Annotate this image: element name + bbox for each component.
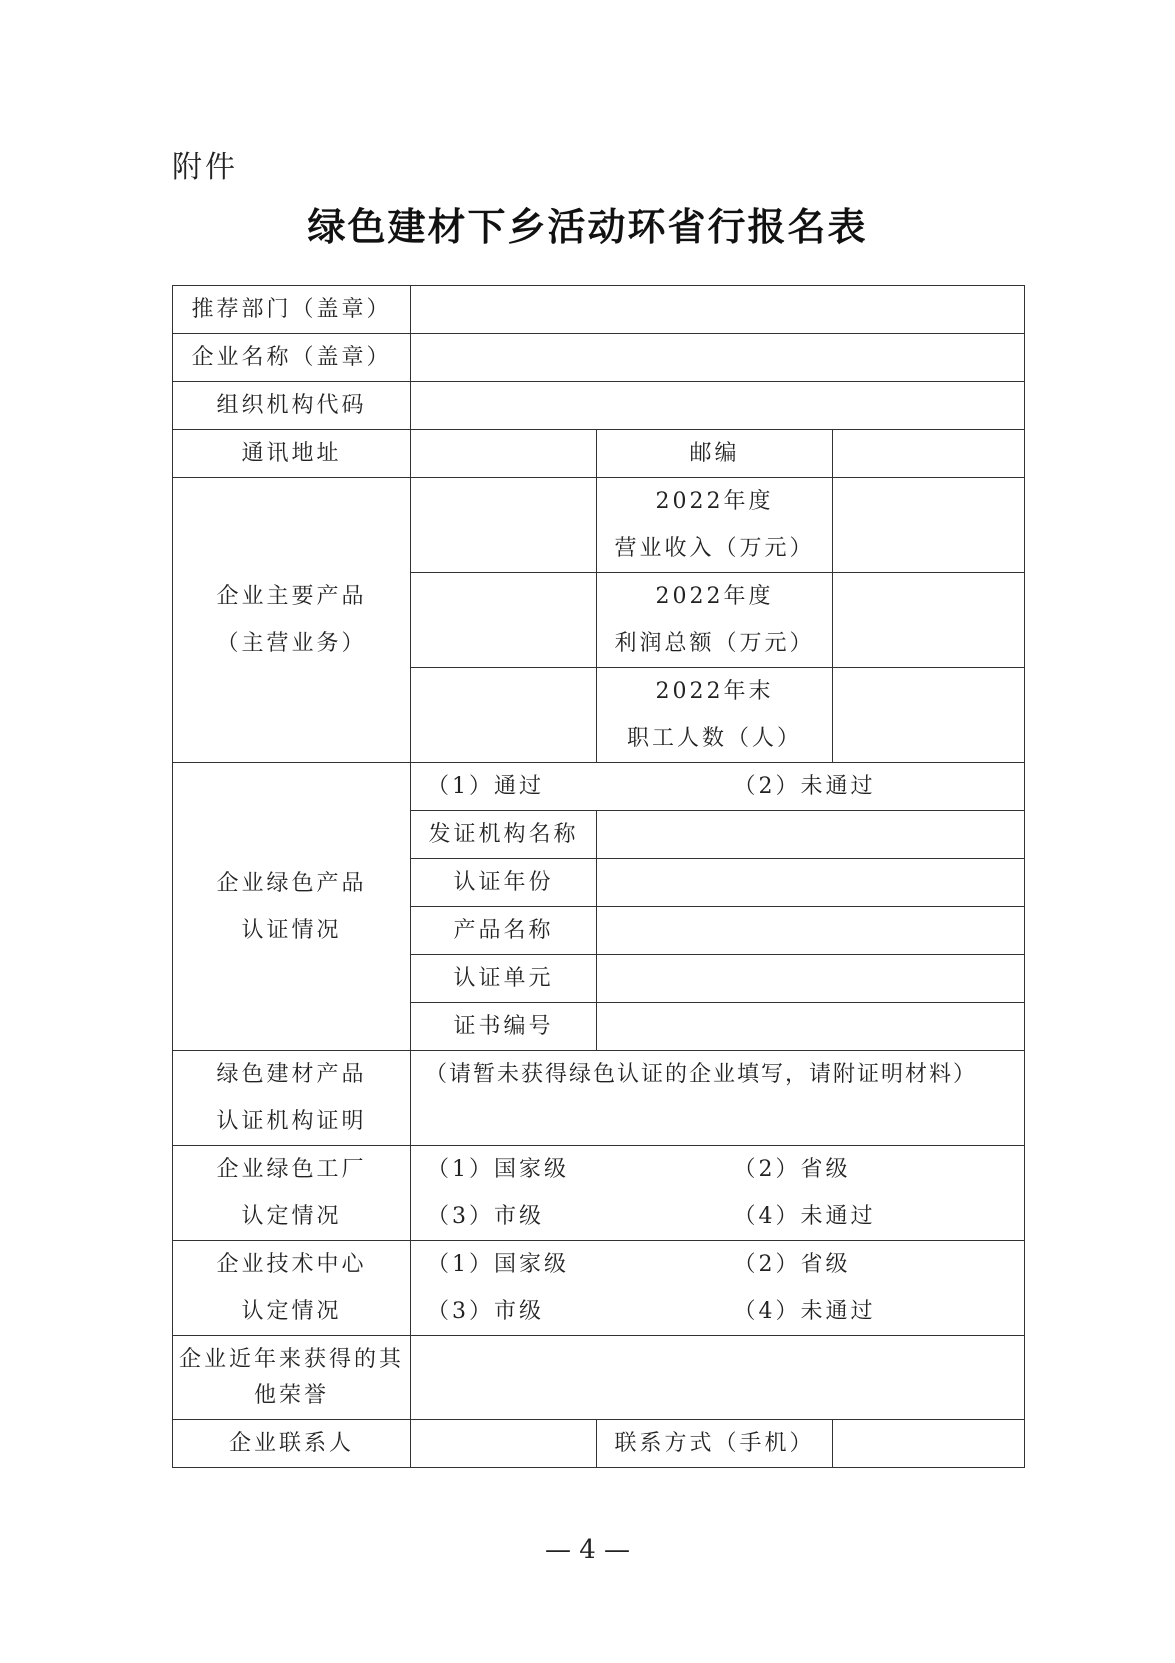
tech-option-not-passed[interactable]: （4）未通过 xyxy=(733,1299,876,1324)
main-products-field-2[interactable] xyxy=(411,573,597,668)
factory-option-provincial[interactable]: （2）省级 xyxy=(733,1157,851,1182)
issuer-label: 发证机构名称 xyxy=(411,811,597,859)
material-proof-line2: 认证机构证明 xyxy=(216,1109,367,1134)
tech-center-line2: 认定情况 xyxy=(241,1299,342,1324)
postcode-label: 邮编 xyxy=(597,430,833,478)
revenue-line1: 2022年度 xyxy=(655,489,774,514)
green-cert-label xyxy=(173,763,411,1051)
main-products-line2: （主营业务） xyxy=(216,631,367,656)
profit-field[interactable] xyxy=(833,573,1025,668)
other-honors-label xyxy=(173,1336,411,1420)
main-products-field-3[interactable] xyxy=(411,668,597,763)
issuer-field[interactable] xyxy=(597,811,1025,859)
material-proof-label xyxy=(173,1051,411,1146)
profit-label xyxy=(597,573,833,668)
factory-option-not-passed[interactable]: （4）未通过 xyxy=(733,1204,876,1229)
company-name-label: 企业名称（盖章） xyxy=(173,334,411,382)
org-code-field[interactable] xyxy=(411,382,1025,430)
option-not-passed[interactable]: （2）未通过 xyxy=(733,774,876,799)
cert-year-field[interactable] xyxy=(597,859,1025,907)
org-code-label: 组织机构代码 xyxy=(173,382,411,430)
product-name-field[interactable] xyxy=(597,907,1025,955)
green-cert-options xyxy=(411,763,1025,811)
tech-option-municipal[interactable]: （3）市级 xyxy=(427,1299,544,1324)
green-cert-line1: 企业绿色产品 xyxy=(216,870,367,896)
other-honors-line1: 企业近年来获得的其 xyxy=(178,1346,404,1372)
tech-center-label xyxy=(173,1241,411,1336)
contact-phone-label: 联系方式（手机） xyxy=(597,1420,833,1468)
attachment-label: 附件 xyxy=(172,150,238,185)
tech-option-national[interactable]: （1）国家级 xyxy=(427,1252,569,1277)
employees-line1: 2022年末 xyxy=(655,679,774,704)
factory-option-national[interactable]: （1）国家级 xyxy=(427,1157,569,1182)
green-factory-options xyxy=(411,1146,1025,1241)
tech-option-provincial[interactable]: （2）省级 xyxy=(733,1252,851,1277)
employees-line2: 职工人数（人） xyxy=(626,726,802,751)
revenue-field[interactable] xyxy=(833,478,1025,573)
address-label: 通讯地址 xyxy=(173,430,411,478)
cert-no-label: 证书编号 xyxy=(411,1003,597,1051)
option-passed[interactable]: （1）通过 xyxy=(427,774,544,799)
company-name-field[interactable] xyxy=(411,334,1025,382)
tech-center-line1: 企业技术中心 xyxy=(216,1252,367,1277)
postcode-field[interactable] xyxy=(833,430,1025,478)
contact-person-label: 企业联系人 xyxy=(173,1420,411,1468)
main-products-field-1[interactable] xyxy=(411,478,597,573)
material-proof-line1: 绿色建材产品 xyxy=(216,1062,367,1087)
page-title: 绿色建材下乡活动环省行报名表 xyxy=(307,204,868,249)
factory-option-municipal[interactable]: （3）市级 xyxy=(427,1204,544,1229)
green-factory-line2: 认定情况 xyxy=(241,1204,342,1229)
material-proof-note[interactable]: （请暂未获得绿色认证的企业填写，请附证明材料） xyxy=(411,1051,1025,1146)
tech-center-options xyxy=(411,1241,1025,1336)
recommend-dept-field[interactable] xyxy=(411,286,1025,334)
contact-person-field[interactable] xyxy=(411,1420,597,1468)
revenue-line2: 营业收入（万元） xyxy=(614,536,815,561)
other-honors-field[interactable] xyxy=(411,1336,1025,1420)
address-field[interactable] xyxy=(411,430,597,478)
main-products-line1: 企业主要产品 xyxy=(216,584,367,609)
employees-label xyxy=(597,668,833,763)
cert-no-field[interactable] xyxy=(597,1003,1025,1051)
contact-phone-field[interactable] xyxy=(833,1420,1025,1468)
green-factory-label xyxy=(173,1146,411,1241)
page-number: — 4 — xyxy=(544,1535,631,1565)
recommend-dept-label: 推荐部门（盖章） xyxy=(173,286,411,334)
cert-year-label: 认证年份 xyxy=(411,859,597,907)
green-factory-line1: 企业绿色工厂 xyxy=(216,1157,367,1182)
product-name-label: 产品名称 xyxy=(411,907,597,955)
main-products-label xyxy=(173,478,411,763)
employees-field[interactable] xyxy=(833,668,1025,763)
profit-line2: 利润总额（万元） xyxy=(614,631,815,656)
green-cert-line2: 认证情况 xyxy=(241,917,342,943)
profit-line1: 2022年度 xyxy=(655,584,774,609)
cert-unit-field[interactable] xyxy=(597,955,1025,1003)
other-honors-line2: 他荣誉 xyxy=(253,1382,329,1408)
registration-form-table xyxy=(172,285,1025,1468)
revenue-label xyxy=(597,478,833,573)
cert-unit-label: 认证单元 xyxy=(411,955,597,1003)
